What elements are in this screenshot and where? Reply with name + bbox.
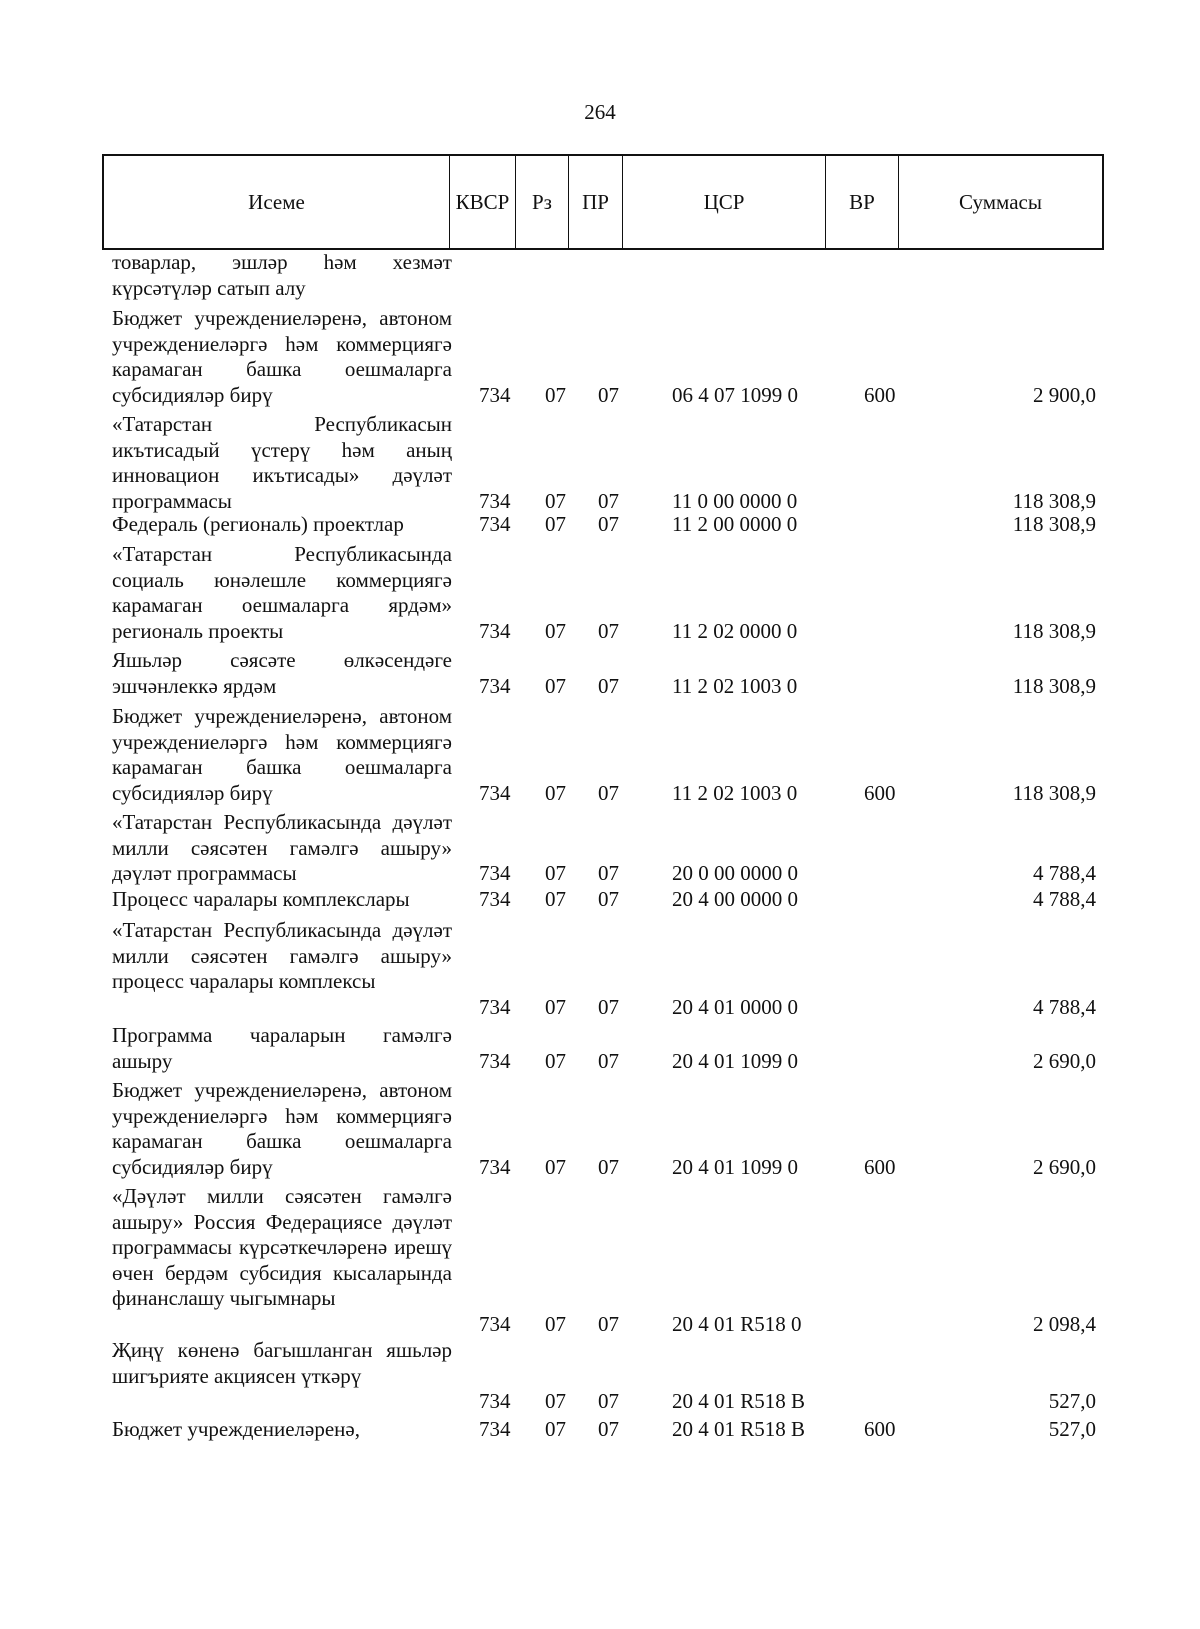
row-pr: 07 bbox=[598, 618, 619, 643]
table-row bbox=[0, 412, 1200, 514]
row-sum: 118 308,9 bbox=[1012, 512, 1096, 536]
row-name: «Татарстан Республикасында дәүләт милли сәясәтен гамәлгә ашыру» дәүләт программасы bbox=[112, 810, 452, 885]
table-header bbox=[102, 154, 1104, 250]
row-vr: 600 bbox=[864, 780, 896, 805]
row-sum: 527,0 bbox=[1048, 1389, 1096, 1413]
row-sum: 2 900,0 bbox=[1033, 382, 1096, 407]
row-sum: 4 788,4 bbox=[1033, 887, 1096, 911]
row-sum: 2 690,0 bbox=[1033, 1048, 1096, 1073]
row-pr: 07 bbox=[598, 673, 619, 698]
table-row bbox=[0, 1338, 1200, 1415]
row-vr: 600 bbox=[864, 1417, 896, 1441]
row-kvsr: 734 bbox=[479, 1417, 511, 1441]
table-row bbox=[0, 1184, 1200, 1337]
row-name: «Татарстан Республикасында дәүләт милли сәясәтен гамәлгә ашыру» процесс чаралары комплексы bbox=[112, 918, 452, 993]
row-csr: 20 4 00 0000 0 bbox=[672, 887, 798, 911]
header-pr: ПР bbox=[569, 156, 623, 248]
row-csr: 11 2 00 0000 0 bbox=[672, 512, 798, 536]
row-rz: 07 bbox=[545, 1417, 566, 1441]
row-rz: 07 bbox=[545, 488, 566, 513]
row-kvsr: 734 bbox=[479, 1311, 511, 1336]
row-rz: 07 bbox=[545, 1389, 566, 1413]
row-pr: 07 bbox=[598, 1311, 619, 1336]
header-csr: ЦСР bbox=[623, 156, 826, 248]
row-name: Җиңү көненә багышланган яшьләр шигърияте акциясен үткәрү bbox=[112, 1338, 452, 1388]
row-kvsr: 734 bbox=[479, 861, 511, 885]
row-rz: 07 bbox=[545, 618, 566, 643]
row-pr: 07 bbox=[598, 488, 619, 513]
row-rz: 07 bbox=[545, 994, 566, 1019]
header-vr: ВР bbox=[826, 156, 899, 248]
row-pr: 07 bbox=[598, 887, 619, 911]
row-rz: 07 bbox=[545, 780, 566, 805]
row-name: Яшьләр сәясәте өлкәсендәге эшчәнлеккә ярдәм bbox=[112, 648, 452, 698]
page-number: 264 bbox=[584, 100, 616, 124]
row-name: товарлар, эшләр һәм хезмәт күрсәтүләр сатып алу bbox=[112, 250, 452, 300]
row-vr: 600 bbox=[864, 1154, 896, 1179]
row-pr: 07 bbox=[598, 994, 619, 1019]
row-sum: 4 788,4 bbox=[1033, 994, 1096, 1019]
row-name: «Татарстан Республикасында социаль юнәлешле коммерциягә карамаган оешмаларга ярдәм» региональ проекты bbox=[112, 542, 452, 643]
row-sum: 118 308,9 bbox=[1012, 488, 1096, 513]
row-csr: 20 4 01 0000 0 bbox=[672, 994, 798, 1019]
row-name: Процесс чаралары комплекслары bbox=[112, 887, 410, 911]
row-csr: 20 4 01 R518 B bbox=[672, 1417, 806, 1441]
row-kvsr: 734 bbox=[479, 673, 511, 698]
row-rz: 07 bbox=[545, 1154, 566, 1179]
row-kvsr: 734 bbox=[479, 887, 511, 911]
row-name: Бюджет учреждениеләренә, автоном учреждениеләргә һәм коммерциягә карамаган башка оешмаларга субсидияләр бирү bbox=[112, 1078, 452, 1179]
row-kvsr: 734 bbox=[479, 1389, 511, 1413]
header-kvsr: КВСР bbox=[450, 156, 516, 248]
table-row bbox=[0, 648, 1200, 699]
row-csr: 20 0 00 0000 0 bbox=[672, 861, 798, 885]
row-pr: 07 bbox=[598, 382, 619, 407]
row-pr: 07 bbox=[598, 512, 619, 536]
row-rz: 07 bbox=[545, 1311, 566, 1336]
row-csr: 20 4 01 1099 0 bbox=[672, 1154, 798, 1179]
row-name: «Татарстан Республикасын икътисадый үстерү һәм аның инновацион икътисады» дәүләт программасы bbox=[112, 412, 452, 513]
table-row bbox=[0, 704, 1200, 806]
row-csr: 11 2 02 1003 0 bbox=[672, 673, 798, 698]
row-kvsr: 734 bbox=[479, 994, 511, 1019]
table-row bbox=[0, 1417, 1200, 1443]
row-kvsr: 734 bbox=[479, 1154, 511, 1179]
row-kvsr: 734 bbox=[479, 512, 511, 536]
row-rz: 07 bbox=[545, 512, 566, 536]
row-sum: 118 308,9 bbox=[1012, 673, 1096, 698]
row-pr: 07 bbox=[598, 1048, 619, 1073]
header-name: Исеме bbox=[104, 156, 450, 248]
row-rz: 07 bbox=[545, 673, 566, 698]
row-csr: 20 4 01 1099 0 bbox=[672, 1048, 798, 1073]
row-vr: 600 bbox=[864, 382, 896, 407]
row-pr: 07 bbox=[598, 861, 619, 885]
row-pr: 07 bbox=[598, 1417, 619, 1441]
row-pr: 07 bbox=[598, 780, 619, 805]
row-name: Бюджет учреждениеләренә, автоном учреждениеләргә һәм коммерциягә карамаган башка оешмаларга субсидияләр бирү bbox=[112, 704, 452, 805]
row-kvsr: 734 bbox=[479, 618, 511, 643]
row-kvsr: 734 bbox=[479, 780, 511, 805]
row-rz: 07 bbox=[545, 382, 566, 407]
table-row bbox=[0, 1023, 1200, 1074]
row-sum: 4 788,4 bbox=[1033, 861, 1096, 885]
row-name: «Дәүләт милли сәясәтен гамәлгә ашыру» Россия Федерациясе дәүләт программасы күрсәткечләренә ирешү өчен бердәм субсидия кысаларында финанслашу чыгымнары bbox=[112, 1184, 452, 1310]
table-row bbox=[0, 887, 1200, 913]
table-row bbox=[0, 542, 1200, 644]
header-sum: Суммасы bbox=[959, 189, 1042, 214]
table-row bbox=[0, 918, 1200, 1020]
row-csr: 06 4 07 1099 0 bbox=[672, 382, 798, 407]
table-row bbox=[0, 1078, 1200, 1180]
row-csr: 11 0 00 0000 0 bbox=[672, 488, 798, 513]
row-sum: 527,0 bbox=[1048, 1417, 1096, 1441]
row-name: Бюджет учреждениеләренә, автоном учреждениеләргә һәм коммерциягә карамаган башка оешмаларга субсидияләр бирү bbox=[112, 306, 452, 407]
row-name: Программа чараларын гамәлгә ашыру bbox=[112, 1023, 452, 1073]
table-row bbox=[0, 306, 1200, 408]
row-name: Бюджет учреждениеләренә, bbox=[112, 1417, 360, 1441]
row-csr: 11 2 02 1003 0 bbox=[672, 780, 798, 805]
row-rz: 07 bbox=[545, 861, 566, 885]
row-pr: 07 bbox=[598, 1154, 619, 1179]
row-rz: 07 bbox=[545, 887, 566, 911]
row-kvsr: 734 bbox=[479, 488, 511, 513]
row-pr: 07 bbox=[598, 1389, 619, 1413]
row-csr: 20 4 01 R518 B bbox=[672, 1389, 806, 1413]
table-row bbox=[0, 250, 1200, 301]
row-rz: 07 bbox=[545, 1048, 566, 1073]
table-row bbox=[0, 810, 1200, 887]
row-kvsr: 734 bbox=[479, 382, 511, 407]
header-rz: Рз bbox=[516, 156, 569, 248]
row-sum: 2 690,0 bbox=[1033, 1154, 1096, 1179]
row-kvsr: 734 bbox=[479, 1048, 511, 1073]
row-sum: 118 308,9 bbox=[1012, 780, 1096, 805]
table-row bbox=[0, 512, 1200, 538]
row-sum: 118 308,9 bbox=[1012, 618, 1096, 643]
row-name: Федераль (региональ) проектлар bbox=[112, 512, 404, 536]
row-sum: 2 098,4 bbox=[1033, 1311, 1096, 1336]
row-csr: 20 4 01 R518 0 bbox=[672, 1311, 802, 1336]
row-csr: 11 2 02 0000 0 bbox=[672, 618, 798, 643]
